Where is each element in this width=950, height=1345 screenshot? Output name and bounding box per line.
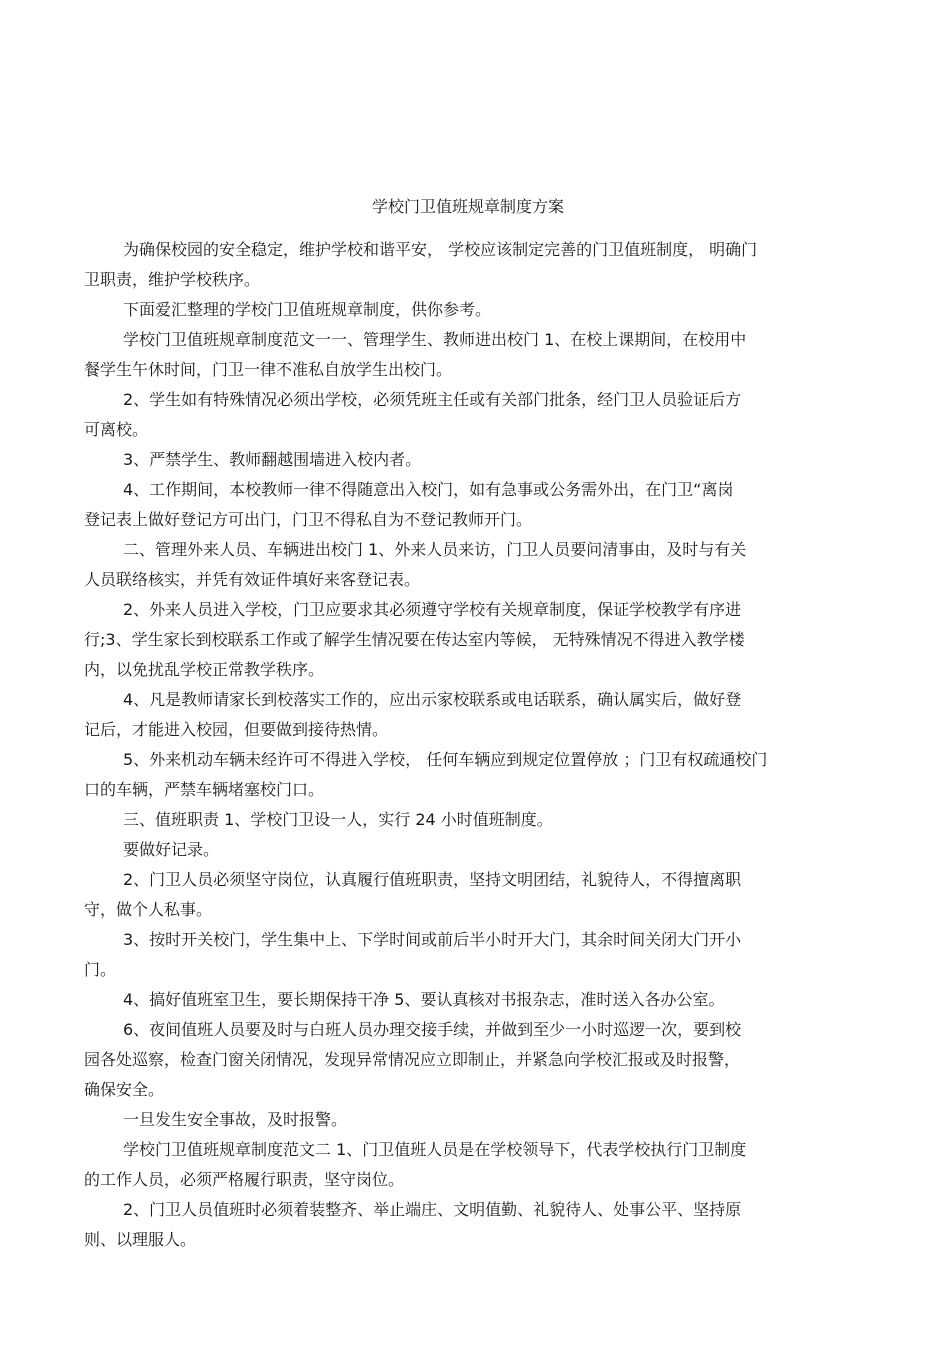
text-line: 4、工作期间，本校教师一律不得随意出入校门，如有急事或公务需外出，在门卫“离岗 [123, 480, 734, 499]
text-line: 卫职责，维护学校秩序。 [84, 270, 261, 289]
text-line: 三、值班职责 1、学校门卫设一人，实行 24 小时值班制度。 [123, 810, 553, 829]
text-line: 2、学生如有特殊情况必须出学校，必须凭班主任或有关部门批条，经门卫人员验证后方 [123, 390, 742, 409]
text-line: 则、以理服人。 [84, 1230, 197, 1249]
text-line: 5、外来机动车辆未经许可不得进入学校， 任何车辆应到规定位置停放 ；门卫有权疏通校门 [123, 750, 768, 769]
text-line: 一旦发生安全事故，及时报警。 [123, 1110, 348, 1129]
text-line: 2、外来人员进入学校，门卫应要求其必须遵守学校有关规章制度，保证学校教学有序进 [123, 600, 742, 619]
text-line: 登记表上做好登记方可出门，门卫不得私自为不登记教师开门。 [84, 510, 533, 529]
text-line: 学校门卫值班规章制度范文二 1、门卫值班人员是在学校领导下，代表学校执行门卫制度 [123, 1140, 747, 1159]
text-line: 3、按时开关校门，学生集中上、下学时间或前后半小时开大门，其余时间关闭大门开小 [123, 930, 742, 949]
text-line: 2、门卫人员值班时必须着装整齐、举止端庄、文明值勤、礼貌待人、处事公平、坚持原 [123, 1200, 742, 1219]
text-line: 记后，才能进入校园，但要做到接待热情。 [84, 720, 389, 739]
document-title: 学校门卫值班规章制度方案 [371, 197, 564, 216]
text-line: 园各处巡察，检查门窗关闭情况，发现异常情况应立即制止，并紧急向学校汇报或及时报警， [84, 1050, 741, 1069]
text-line: 为确保校园的安全稳定，维护学校和谐平安， 学校应该制定完善的门卫值班制度， 明确门 [123, 240, 758, 259]
text-line: 4、凡是教师请家长到校落实工作的，应出示家校联系或电话联系，确认属实后，做好登 [123, 690, 742, 709]
text-line: 学校门卫值班规章制度范文一一、管理学生、教师进出校门 1、在校上课期间，在校用中 [123, 330, 747, 349]
text-line: 可离校。 [84, 420, 149, 439]
text-line: 确保安全。 [84, 1080, 165, 1099]
text-line: 内，以免扰乱学校正常教学秩序。 [84, 660, 325, 679]
document-body [84, 235, 874, 1255]
text-line: 3、严禁学生、教师翻越围墙进入校内者。 [123, 450, 422, 469]
text-line: 4、搞好值班室卫生，要长期保持干净 5、要认真核对书报杂志，准时送入各办公室。 [123, 990, 725, 1009]
text-line: 餐学生午休时间，门卫一律不准私自放学生出校门。 [84, 360, 453, 379]
text-line: 6、夜间值班人员要及时与白班人员办理交接手续，并做到至少一小时巡逻一次，要到校 [123, 1020, 742, 1039]
text-line: 门。 [84, 960, 117, 979]
text-line: 2、门卫人员必须坚守岗位，认真履行值班职责，坚持文明团结，礼貌待人，不得擅离职 [123, 870, 742, 889]
text-line: 要做好记录。 [123, 840, 220, 859]
text-line: 人员联络核实，并凭有效证件填好来客登记表。 [84, 570, 421, 589]
text-line: 口的车辆，严禁车辆堵塞校门口。 [84, 780, 325, 799]
text-line: 行;3、学生家长到校联系工作或了解学生情况要在传达室内等候， 无特殊情况不得进入教学楼 [84, 630, 745, 649]
text-line: 二、管理外来人员、车辆进出校门 1、外来人员来访，门卫人员要问清事由，及时与有关 [123, 540, 747, 559]
text-line: 下面爱汇整理的学校门卫值班规章制度，供你参考。 [123, 300, 492, 319]
text-line: 守，做个人私事。 [84, 900, 213, 919]
text-line: 的工作人员，必须严格履行职责，坚守岗位。 [84, 1170, 405, 1189]
